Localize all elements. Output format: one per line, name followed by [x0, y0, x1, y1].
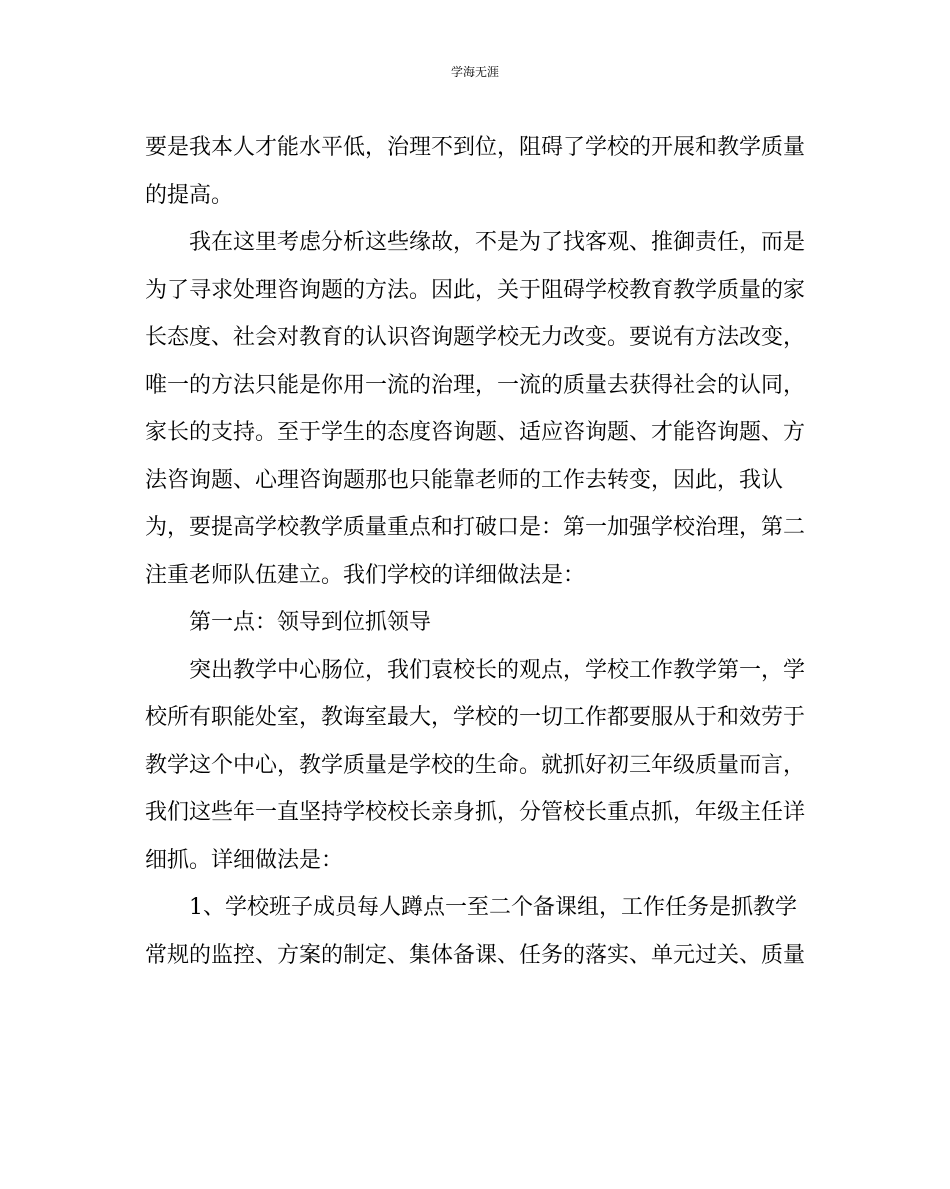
text-line: 家长的支持。至于学生的态度咨询题、适应咨询题、才能咨询题、方 [145, 420, 806, 445]
paragraph-start-line: 我在这里考虑分析这些缘故，不是为了找客观、推御责任，而是 [189, 230, 806, 255]
text-line: 唯一的方法只能是你用一流的治理，一流的质量去获得社会的认同， [145, 372, 806, 398]
paragraph-start-line: 突出教学中心肠位，我们袁校长的观点，学校工作教学第一，学 [189, 657, 806, 683]
text-line: 的提高。 [145, 182, 234, 208]
text-line: 细抓。详细做法是： [145, 847, 344, 873]
text-line: 为，要提高学校教学质量重点和打破口是：第一加强学校治理，第二 [145, 515, 806, 540]
text-line: 长态度、社会对教育的认识咨询题学校无力改变。要说有方法改变， [145, 325, 806, 350]
text-line: 教学这个中心，教学质量是学校的生命。就抓好初三年级质量而言， [145, 752, 806, 778]
text-line: 校所有职能处室，教诲室最大，学校的一切工作都要服从于和效劳于 [145, 705, 806, 730]
page-header: 学海无涯 [450, 65, 499, 79]
text-line: 法咨询题、心理咨询题那也只能靠老师的工作去转变，因此，我认 [145, 467, 784, 493]
text-line: 注重老师队伍建立。我们学校的详细做法是： [145, 562, 586, 588]
text-line: 要是我本人才能水平低，治理不到位，阻碍了学校的开展和教学质量 [145, 135, 806, 160]
text-line: 常规的监控、方案的制定、集体备课、任务的落实、单元过关、质量 [145, 942, 806, 968]
paragraph-start-line: 1、学校班子成员每人蹲点一至二个备课组，工作任务是抓教学 [189, 895, 797, 920]
text-line: 我们这些年一直坚持学校校长亲身抓，分管校长重点抓，年级主任详 [145, 800, 806, 825]
text-line: 为了寻求处理咨询题的方法。因此，关于阻碍学校教育教学质量的家 [145, 277, 806, 303]
body-text [145, 124, 805, 979]
section-heading: 第一点：领导到位抓领导 [189, 610, 432, 635]
